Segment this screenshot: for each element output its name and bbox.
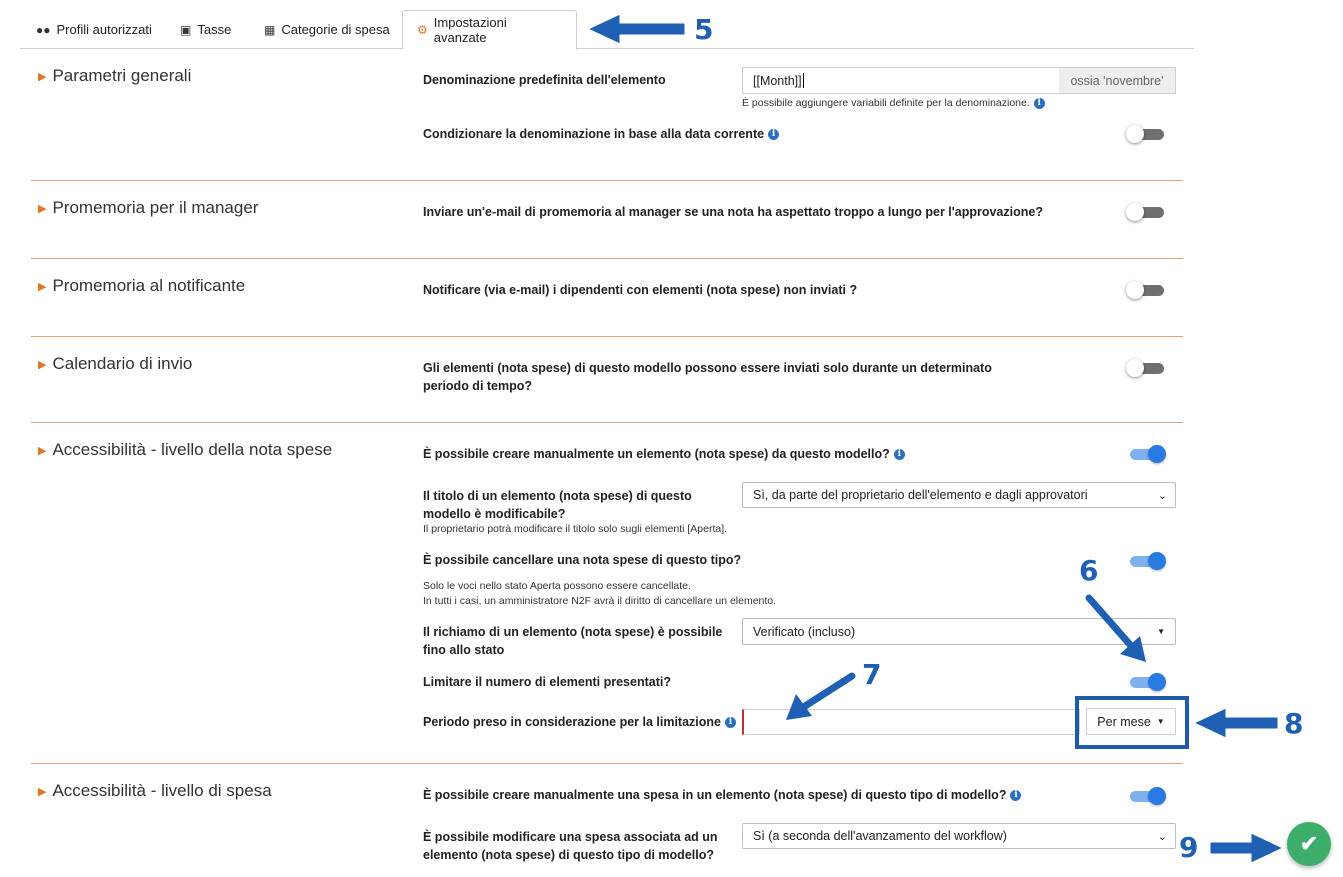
create-expense-label: È possibile creare manualmente una spesa in un elemento (nota spese) di questo tipo di modello? i <box>423 786 1021 804</box>
tab-label: Tasse <box>197 22 232 37</box>
title-editable-label: Il titolo di un elemento (nota spese) di questo modello è modificabile? <box>423 489 692 521</box>
info-icon[interactable]: i <box>1034 98 1045 109</box>
create-note-toggle[interactable] <box>1126 446 1166 462</box>
tab-categorie-di-spesa[interactable] <box>250 10 404 49</box>
users-icon: ●● <box>36 22 51 37</box>
highlight-box <box>1075 696 1189 749</box>
grid-icon: ▦ <box>264 22 276 37</box>
recall-select[interactable]: Verificato (incluso) ▼ <box>742 618 1176 645</box>
caret-right-icon: ▶ <box>38 785 47 798</box>
toggle-knob <box>1148 787 1166 805</box>
manager-reminder-label: Inviare un'e-mail di promemoria al manager se una nota ha aspettato troppo a lungo per l'approvazione? <box>423 205 1043 219</box>
toggle-knob <box>1148 445 1166 463</box>
recall-label: Il richiamo di un elemento (nota spese) è possibile fino allo stato <box>423 625 723 657</box>
annotation-number: 8 <box>1284 707 1304 740</box>
section-title-calendar[interactable]: ▶ Calendario di invio <box>38 354 193 373</box>
toggle-knob <box>1148 673 1166 691</box>
limit-toggle[interactable] <box>1126 674 1166 690</box>
caret-right-icon: ▶ <box>38 358 47 371</box>
tab-tasse[interactable] <box>166 10 245 49</box>
toggle-knob <box>1148 552 1166 570</box>
notifier-reminder-label: Notificare (via e-mail) i dipendenti con elementi (nota spese) non inviati ? <box>423 283 858 297</box>
period-input[interactable] <box>742 709 1080 735</box>
name-label: Denominazione predefinita dell'elemento <box>423 73 666 87</box>
toggle-knob <box>1126 203 1144 221</box>
tab-label: Impostazioni avanzate <box>433 15 507 45</box>
modify-expense-select[interactable]: Sì (a seconda dell'avanzamento del workflow) ⌄ <box>742 823 1176 849</box>
section-title-manager[interactable]: ▶ Promemoria per il manager <box>38 198 259 217</box>
tab-label: Categorie di spesa <box>281 22 390 37</box>
delete-hint-1: Solo le voci nello stato Aperta possono essere cancellate. <box>423 580 691 592</box>
caret-right-icon: ▶ <box>38 70 47 83</box>
toggle-knob <box>1126 125 1144 143</box>
divider <box>31 422 1183 423</box>
caret-down-icon: ▼ <box>1156 717 1165 726</box>
date-condition-label: Condizionare la denominazione in base alla data corrente i <box>423 125 779 143</box>
title-editable-select[interactable]: Sì, da parte del proprietario dell'elemento e dagli approvatori ⌄ <box>742 482 1176 508</box>
name-input[interactable]: [[Month]] <box>742 67 1060 94</box>
tab-bar <box>20 10 1194 49</box>
modify-expense-label: È possibile modificare una spesa associata ad un elemento (nota spese) di questo tipo di modello? <box>423 830 718 862</box>
delete-hint-2: In tutti i casi, un amministratore N2F avrà il diritto di cancellare un elemento. <box>423 595 777 607</box>
divider <box>31 258 1183 259</box>
caret-down-icon: ▼ <box>1157 627 1165 636</box>
manager-reminder-toggle[interactable] <box>1126 204 1166 220</box>
date-condition-toggle[interactable] <box>1126 126 1166 142</box>
toggle-knob <box>1126 281 1144 299</box>
notifier-reminder-toggle[interactable] <box>1126 282 1166 298</box>
annotation-number: 9 <box>1179 831 1199 864</box>
section-title-notifier[interactable]: ▶ Promemoria al notificante <box>38 276 246 295</box>
info-icon[interactable]: i <box>725 717 736 728</box>
divider <box>31 763 1183 764</box>
name-hint: È possibile aggiungere variabili definite per la denominazione. i <box>742 96 1045 111</box>
calendar-label: Gli elementi (nota spese) di questo modello possono essere inviati solo durante un determinato periodo di tempo? <box>423 361 992 393</box>
delete-note-label: È possibile cancellare una nota spese di questo tipo? <box>423 553 742 567</box>
delete-note-toggle[interactable] <box>1126 553 1166 569</box>
period-unit-dropdown[interactable]: Per mese ▼ <box>1086 708 1176 735</box>
section-title-access-expense[interactable]: ▶ Accessibilità - livello di spesa <box>38 781 272 800</box>
tab-impostazioni-avanzate[interactable] <box>402 10 577 50</box>
divider <box>31 180 1183 181</box>
name-preview-addon: ossia 'novembre' <box>1059 67 1176 94</box>
check-icon: ✔ <box>1299 831 1319 856</box>
annotation-number: 6 <box>1079 554 1099 587</box>
money-icon: ▣ <box>180 22 192 37</box>
section-title-general[interactable]: ▶ Parametri generali <box>38 66 192 85</box>
period-label: Periodo preso in considerazione per la limitazione i <box>423 713 736 731</box>
create-note-label: È possibile creare manualmente un elemento (nota spese) da questo modello? i <box>423 445 905 463</box>
info-icon[interactable]: i <box>768 129 779 140</box>
gear-icon: ⚙ <box>417 23 428 37</box>
tab-profili-autorizzati[interactable] <box>22 10 166 49</box>
arrow-9 <box>1210 833 1283 863</box>
chevron-down-icon: ⌄ <box>1157 489 1167 502</box>
section-title-access-note[interactable]: ▶ Accessibilità - livello della nota spese <box>38 440 333 459</box>
limit-label: Limitare il numero di elementi presentati? <box>423 675 671 689</box>
toggle-knob <box>1126 359 1144 377</box>
caret-right-icon: ▶ <box>38 202 47 215</box>
info-icon[interactable]: i <box>894 449 905 460</box>
info-icon[interactable]: i <box>1010 790 1021 801</box>
chevron-down-icon: ⌄ <box>1157 830 1167 843</box>
tab-label: Profili autorizzati <box>56 22 152 37</box>
calendar-toggle[interactable] <box>1126 360 1166 376</box>
caret-right-icon: ▶ <box>38 444 47 457</box>
annotation-number: 7 <box>862 658 882 691</box>
caret-right-icon: ▶ <box>38 280 47 293</box>
save-button[interactable] <box>1287 822 1331 866</box>
arrow-8 <box>1194 708 1278 738</box>
create-expense-toggle[interactable] <box>1126 788 1166 804</box>
title-editable-hint: Il proprietario potrà modificare il titolo solo sugli elementi [Aperta]. <box>423 523 728 535</box>
annotation-number: 5 <box>694 13 714 46</box>
text-cursor <box>803 73 804 88</box>
divider <box>31 336 1183 337</box>
